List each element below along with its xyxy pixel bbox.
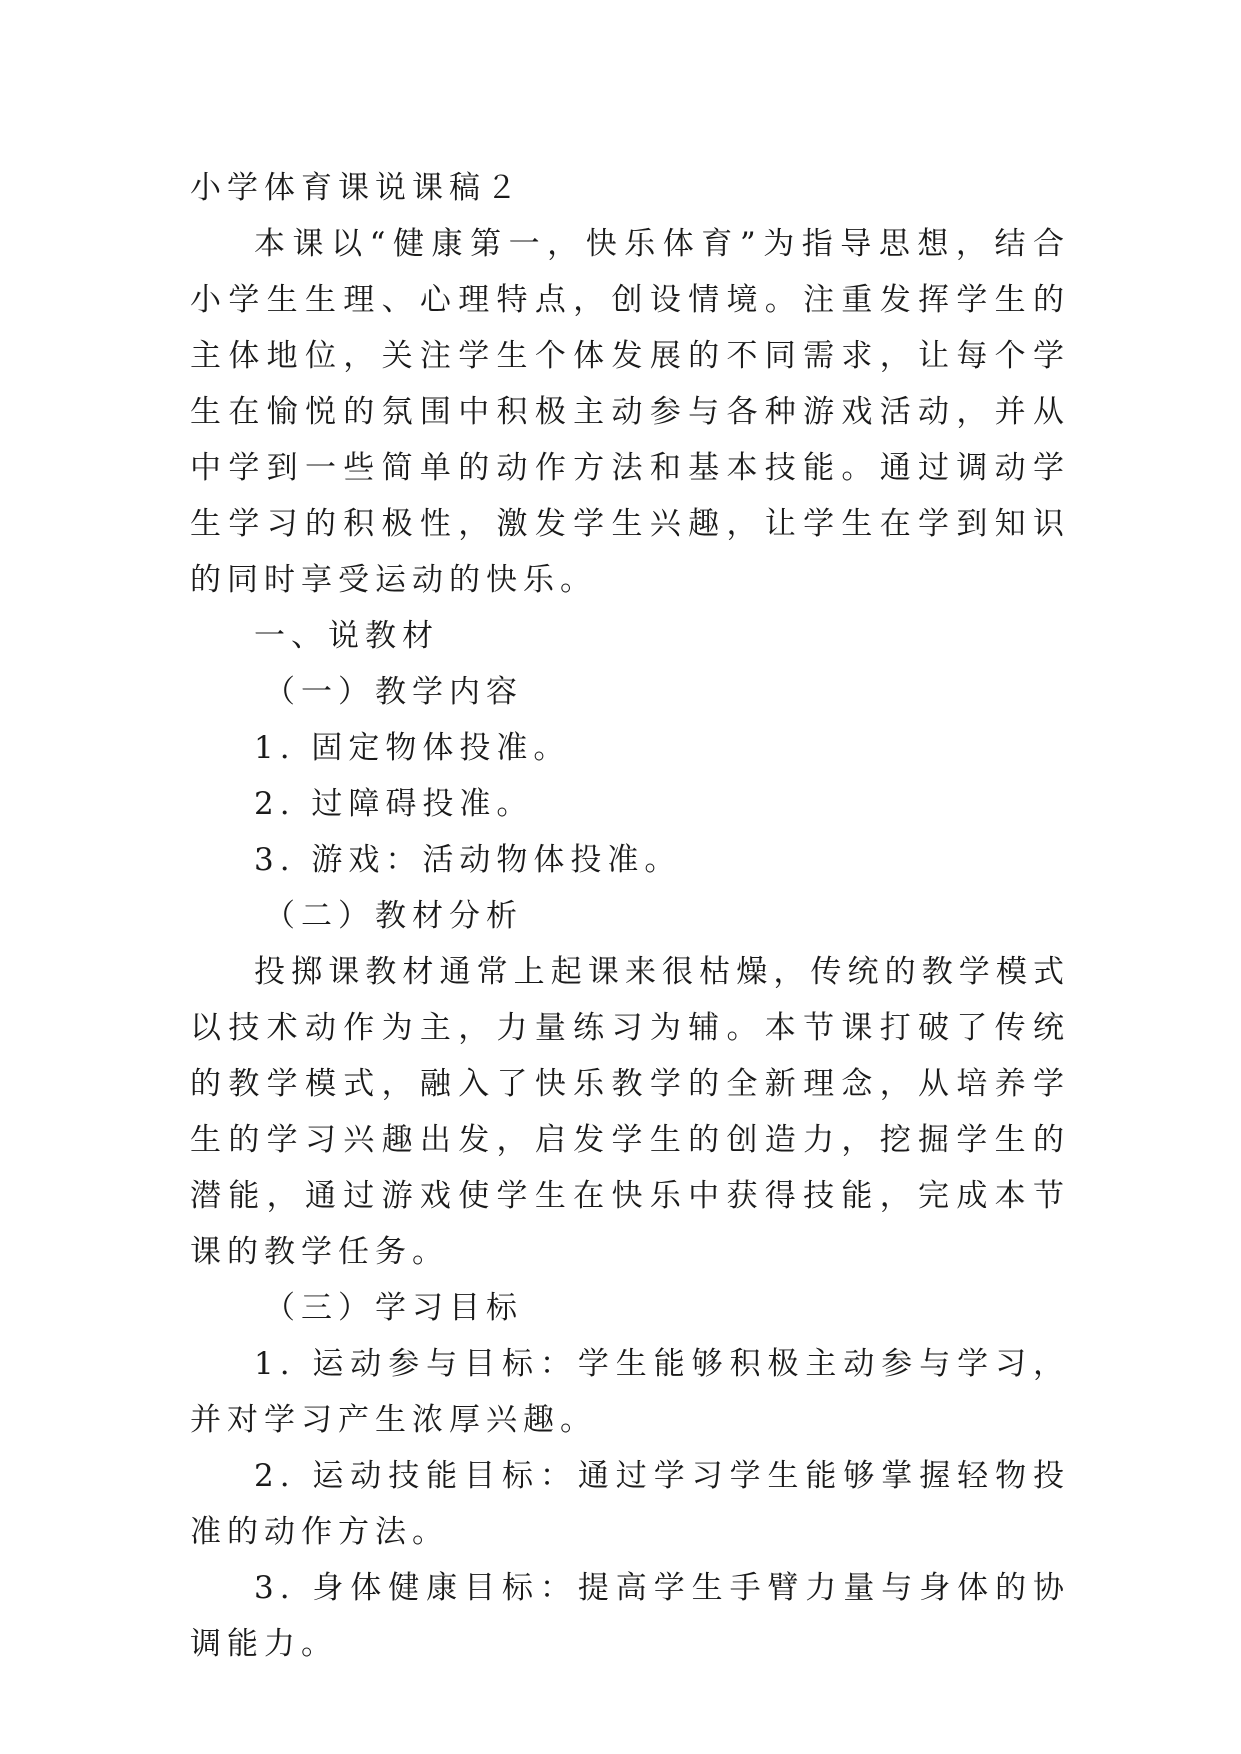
analysis-paragraph: 投掷课教材通常上起课来很枯燥，传统的教学模式以技术动作为主，力量练习为辅。本节课打破了传统的教学模式，融入了快乐教学的全新理念，从培养学生的学习兴趣出发，启发学生的创造力，挖掘学生的潜能，通过游戏使学生在快乐中获得技能，完成本节课的教学任务。: [190, 954, 1070, 1270]
document-title: 小学体育课说课稿２: [190, 170, 523, 206]
section-heading-teaching-material: 一、说教材: [254, 618, 439, 654]
goal-item: 2. 运动技能目标：通过学习学生能够掌握轻物投准的动作方法。: [190, 1458, 1070, 1550]
subsection-heading-learning-goals: （三）学习目标: [264, 1290, 523, 1326]
intro-paragraph: 本课以“健康第一，快乐体育”为指导思想，结合小学生生理、心理特点，创设情境。注重发挥学生的主体地位，关注学生个体发展的不同需求，让每个学生在愉悦的氛围中积极主动参与各种游戏活动，并从中学到一些简单的动作方法和基本技能。通过调动学生学习的积极性，激发学生兴趣，让学生在学到知识的同时享受运动的快乐。: [190, 226, 1070, 598]
content-item: 3. 游戏：活动物体投准。: [254, 842, 682, 878]
document-body: [190, 160, 1070, 1672]
content-item: 1. 固定物体投准。: [254, 730, 571, 766]
goal-item: 3. 身体健康目标：提高学生手臂力量与身体的协调能力。: [190, 1570, 1070, 1662]
goal-item: 1. 运动参与目标：学生能够积极主动参与学习，并对学习产生浓厚兴趣。: [190, 1346, 1070, 1438]
content-item: 2. 过障碍投准。: [254, 786, 534, 822]
subsection-heading-teaching-content: （一）教学内容: [264, 674, 523, 710]
subsection-heading-material-analysis: （二）教材分析: [264, 898, 523, 934]
